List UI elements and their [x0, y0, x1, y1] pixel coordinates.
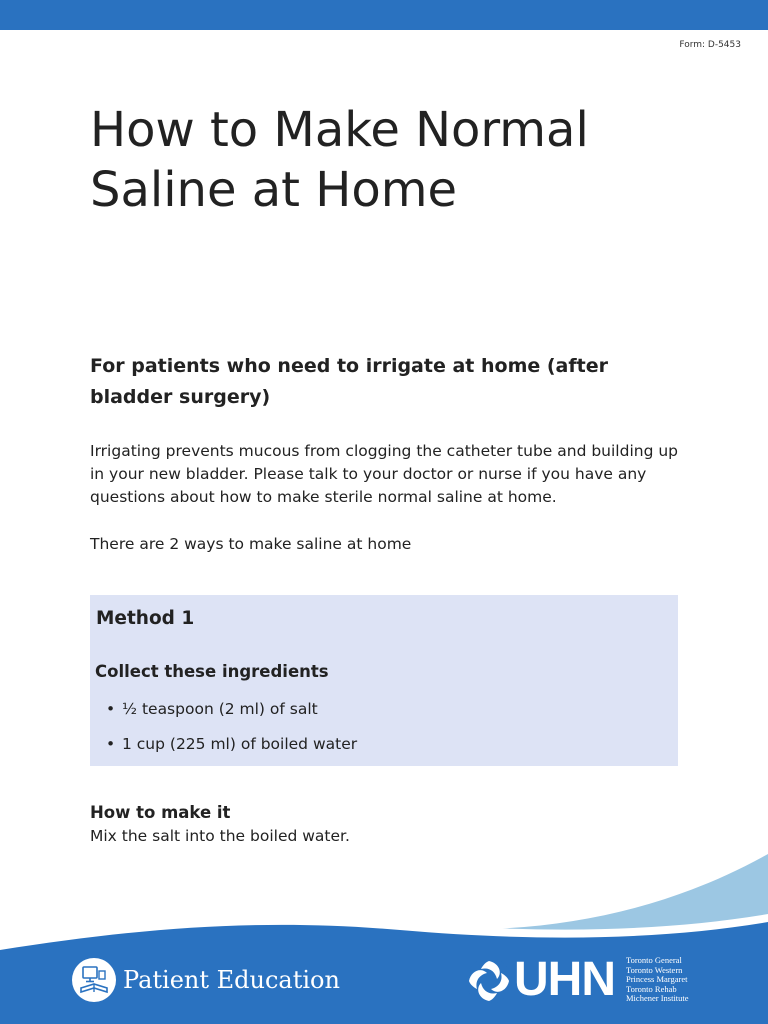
- bullet-icon: •: [106, 735, 116, 753]
- method-1-box: [90, 595, 678, 766]
- subtitle: For patients who need to irrigate at home (after bladder surgery): [90, 355, 608, 408]
- bullet-icon: •: [106, 700, 116, 718]
- site-name: Michener Institute: [626, 993, 689, 1003]
- uhn-wordmark: UHN: [514, 953, 615, 1006]
- top-banner: [0, 0, 768, 30]
- title-line-2: Saline at Home: [90, 162, 458, 218]
- uhn-swirl-logo: [465, 957, 513, 1005]
- method-title: Method 1: [96, 608, 195, 629]
- list-item: [104, 698, 357, 733]
- title-line-1: How to Make Normal: [90, 102, 589, 158]
- patient-education-label: Patient Education: [123, 966, 340, 994]
- form-id: Form: D-5453: [679, 40, 741, 50]
- computer-book-icon: [72, 958, 116, 1002]
- ingredient-text: 1 cup (225 ml) of boiled water: [122, 735, 358, 753]
- intro-paragraph: Irrigating prevents mucous from clogging the catheter tube and building up in your new bladder. Please talk to your doctor or nurse if you have any questions about how to make sterile normal saline at home.: [90, 442, 679, 506]
- list-item: [104, 733, 357, 768]
- ways-paragraph: There are 2 ways to make saline at home: [90, 535, 412, 553]
- ingredients-heading: Collect these ingredients: [95, 662, 329, 681]
- how-to-text: Mix the salt into the boiled water.: [90, 827, 350, 845]
- site-name: Toronto General: [626, 955, 682, 965]
- site-name: Toronto Western: [626, 964, 683, 975]
- site-name: Princess Margaret: [626, 974, 688, 984]
- hospital-sites-list: [626, 956, 689, 1004]
- how-to-heading: How to make it: [90, 803, 231, 822]
- site-name: Toronto Rehab: [626, 983, 677, 994]
- ingredient-list: [104, 698, 357, 768]
- page-title: [90, 100, 690, 220]
- ingredient-text: ½ teaspoon (2 ml) of salt: [122, 700, 318, 718]
